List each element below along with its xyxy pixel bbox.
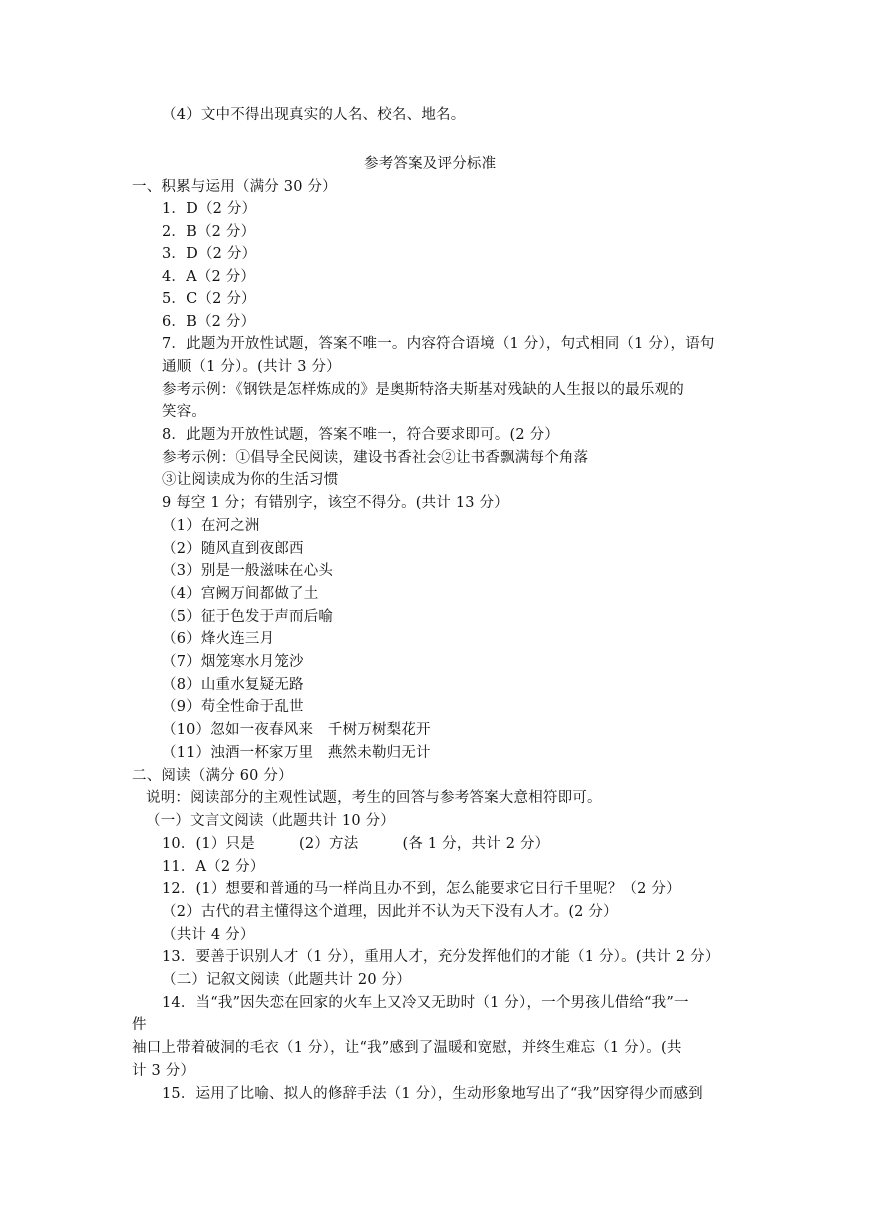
answer-13: 13．要善于识别人才（1 分），重用人才，充分发挥他们的才能（1 分）。(共计 2 分） [162,949,720,965]
answer-4: 4．A（2 分） [162,269,256,285]
answer-8: 8．此题为开放性试题，答案不唯一，符合要求即可。(2 分） [162,427,560,443]
answer-9-item: （3）别是一般滋味在心头 [162,563,334,579]
section-2-note: 说明：阅读部分的主观性试题，考生的回答与参考答案大意相符即可。 [146,790,602,806]
answer-12-line-1: 12．(1）想要和普通的马一样尚且办不到，怎么能要求它日行千里呢？（2 分） [162,881,681,897]
answer-1: 1．D（2 分） [162,201,257,217]
answer-8-example-1: 参考示例：①倡导全民阅读，建设书香社会②让书香飘满每个角落 [162,450,589,466]
answer-9-item: （9）苟全性命于乱世 [162,699,304,715]
answer-14-line-1: 14．当“我”因失恋在回家的火车上又冷又无助时（1 分），一个男孩儿借给“我”一 [162,995,689,1011]
answer-9-item: （7）烟笼寒水月笼沙 [162,654,304,670]
subsection-classical: （一）文言文阅读（此题共计 10 分） [146,813,395,829]
answer-9-item: （11）浊酒一杯家万里 燕然未勒归无计 [162,745,431,761]
answer-7-line-2: 通顺（1 分）。(共计 3 分） [162,359,341,375]
answer-12-line-2: （2）古代的君主懂得这个道理，因此并不认为天下没有人才。(2 分） [162,904,618,920]
answer-9-item: （10）忽如一夜春风来 千树万树梨花开 [162,722,431,738]
answer-14-line-4: 计 3 分） [132,1063,196,1079]
answer-6: 6．B（2 分） [162,314,256,330]
answer-8-example-2: ③让阅读成为你的生活习惯 [162,472,339,488]
answer-11: 11．A（2 分） [162,859,265,875]
answer-9-item: （8）山重水复疑无路 [162,677,304,693]
answer-3: 3．D（2 分） [162,246,257,262]
answer-9-item: （1）在河之洲 [162,518,260,534]
answer-15-line-1: 15．运用了比喻、拟人的修辞手法（1 分），生动形象地写出了“我”因穿得少而感到 [162,1086,703,1102]
answer-2: 2．B（2 分） [162,224,256,240]
section-1-heading: 一、积累与运用（满分 30 分） [132,179,337,195]
subsection-narrative: （二）记叙文阅读（此题共计 20 分） [162,972,411,988]
answer-7-line-1: 7．此题为开放性试题，答案不唯一。内容符合语境（1 分），句式相同（1 分），语句 [162,336,715,352]
answer-10: 10．(1）只是 (2）方法 (各 1 分，共计 2 分） [162,836,550,852]
answer-7-example-2: 笑容。 [162,404,207,420]
answer-12-line-3: （共计 4 分） [162,927,255,943]
answer-14-line-2: 件 [132,1017,147,1033]
answer-9-item: （6）烽火连三月 [162,631,275,647]
section-2-heading: 二、阅读（满分 60 分） [132,768,293,784]
answer-14-line-3: 袖口上带着破洞的毛衣（1 分），让“我”感到了温暖和宽慰，并终生难忘（1 分）。(共 [132,1040,682,1056]
answer-9: 9 每空 1 分；有错别字，该空不得分。(共计 13 分） [162,495,509,511]
answer-5: 5．C（2 分） [162,291,256,307]
answer-9-item: （5）征于色发于声而后喻 [162,609,334,625]
page-title: 参考答案及评分标准 [364,156,497,172]
answer-9-item: （2）随风直到夜郎西 [162,541,304,557]
answer-7-example-1: 参考示例：《钢铁是怎样炼成的》是奥斯特洛夫斯基对残缺的人生报以的最乐观的 [162,382,684,398]
answer-9-item: （4）宫阙万间都做了土 [162,586,319,602]
top-note: （4）文中不得出现真实的人名、校名、地名。 [162,107,466,123]
